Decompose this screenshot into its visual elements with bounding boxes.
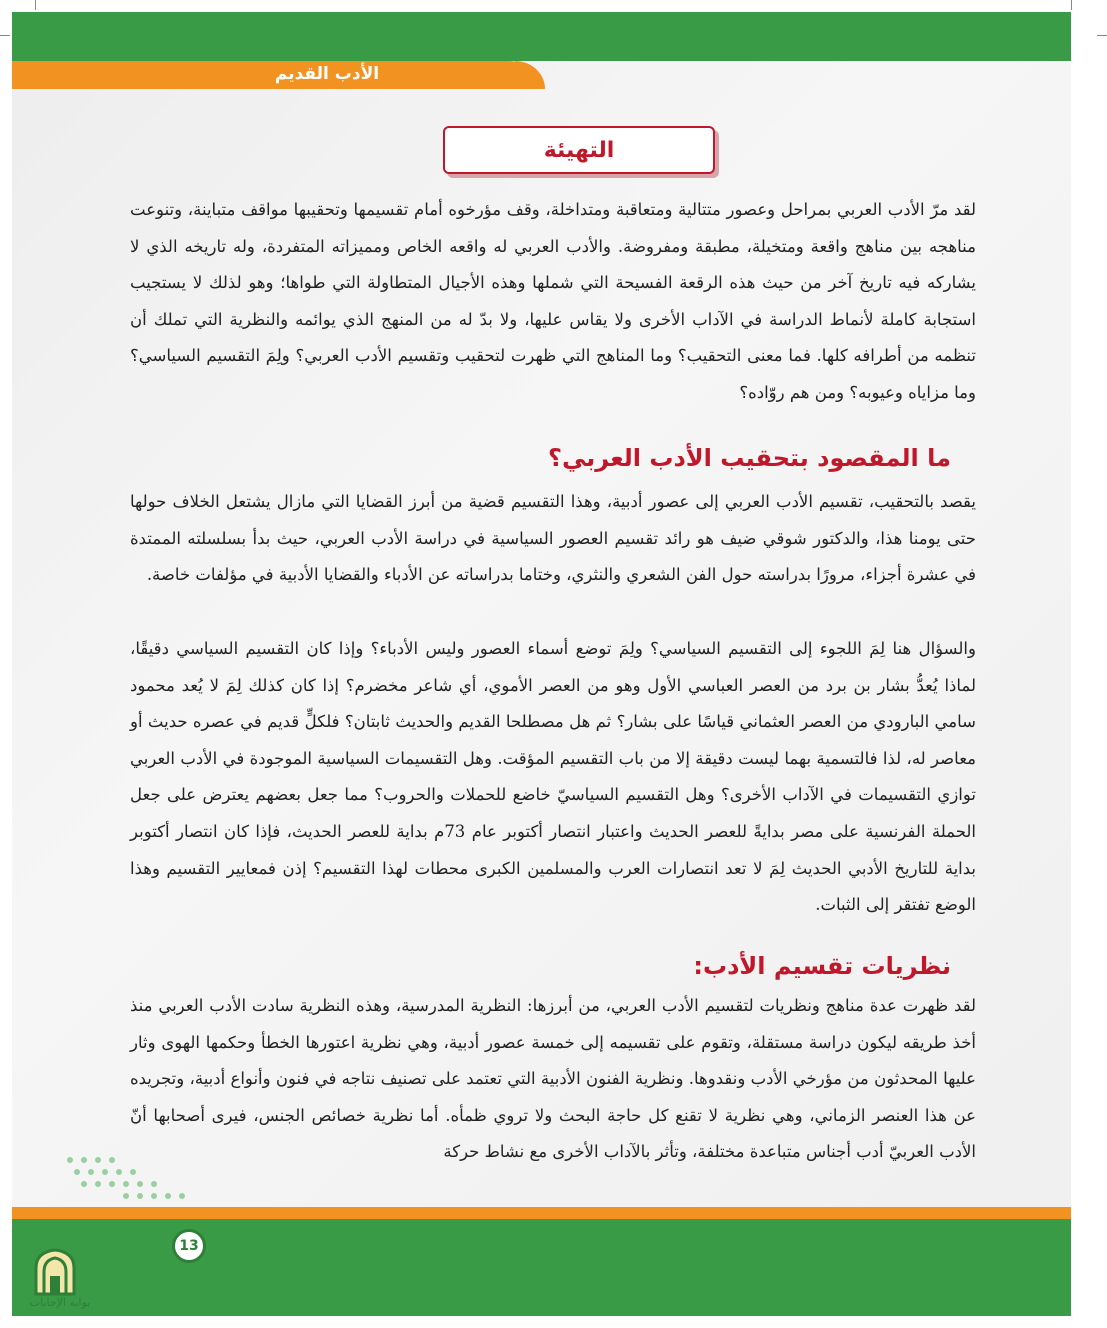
crop-mark bbox=[0, 35, 10, 36]
crop-mark bbox=[35, 0, 36, 10]
logo-caption: بوابة الإجابات bbox=[29, 1296, 91, 1309]
gateway-logo-icon bbox=[32, 1248, 78, 1296]
section1-paragraph-1: يقصد بالتحقيب، تقسيم الأدب العربي إلى عصور أدبية، وهذا التقسيم قضية من أبرز القضايا التي مازال يشتعل الخلاف حولها حتى يومنا هذا، والدكتور شوقي ضيف هو رائد تقسيم العصور السياسية في دراسة الأدب العربي، حيث بدأ بسلسلته الممتدة في عشرة أجزاء، مرورًا بدراسته حول الفن الشعري والنثري، وختاما بدراساته عن الأدباء والقضايا الأدبية في مؤلفات خاصة. bbox=[130, 492, 976, 585]
section2-heading: نظريات تقسيم الأدب: bbox=[693, 952, 951, 980]
section2-paragraph-1: لقد ظهرت عدة مناهج ونظريات لتقسيم الأدب العربي، من أبرزها: النظرية المدرسية، وهذه النظرية سادت الأدب العربي منذ أخذ طريقه ليكون دراسة مستقلة، وتقوم على تقسيمه إلى خمسة عصور أدبية، وهي نظرية اعتورها الخطأ وحكمها الهوى وثار عليها المحدثون من مؤرخي الأدب ونقدوها. ونظرية الفنون الأدبية التي تعتمد على تصنيف نتاجه في فنون وأنواع أدبية، وتجريده عن هذا العنصر الزماني، وهي نظرية لا تقنع كل حاجة البحث ولا تروي ظمأه. أما نظرية خصائص الجنس، فيرى أصحابها أنّ الأدب العربيّ أدب أجناس متباعدة مختلفة، وتأثر بالآداب الأخرى مع نشاط حركة bbox=[130, 996, 976, 1162]
crop-mark bbox=[1071, 0, 1072, 10]
textbook-page bbox=[12, 12, 1071, 1316]
section-title: الأدب القديم bbox=[274, 64, 380, 84]
crop-mark bbox=[1097, 35, 1107, 36]
bottom-green-band bbox=[12, 1219, 1071, 1316]
bottom-orange-strip bbox=[12, 1207, 1071, 1219]
top-green-band bbox=[12, 12, 1071, 61]
intro-title-box bbox=[443, 126, 715, 174]
section1-paragraph-2: والسؤال هنا لِمَ اللجوء إلى التقسيم السياسي؟ ولِمَ توضع أسماء العصور وليس الأدباء؟ وإذا كان التقسيم السياسي دقيقًا، لماذا يُعدُّ بشار بن برد من العصر العباسي الأول وهو من العصر الأموي، أي شاعر مخضرم؟ إذا كان كذلك لِمَ لا يُعد محمود سامي البارودي من العصر العثماني قياسًا على بشار؟ ثم هل مصطلحا القديم والحديث ثابتان؟ فلكلٍّ قديم في عصره حديث أو معاصر له، لذا فالتسمية بهما ليست دقيقة إلا من باب التقسيم المؤقت. وهل التقسيمات السياسية الموجودة في الأدب العربي توازي التقسيمات في الآداب الأخرى؟ وهل التقسيم السياسيّ خاضع للحملات والحروب؟ مما جعل بعضهم يعترض على جعل الحملة الفرنسية على مصر بدايةً للعصر الحديث واعتبار انتصار أكتوبر عام 73م بداية للعصر الحديث، فإذا كان انتصار أكتوبر بداية للتاريخ الأدبي الحديث لِمَ لا تعد انتصارات العرب والمسلمين الكبرى محطات لهذا التقسيم؟ إذن فمعايير التقسيم وهذا الوضع تفتقر إلى الثبات. bbox=[130, 639, 976, 915]
dot-pattern-icon bbox=[62, 1152, 202, 1202]
section1-heading: ما المقصود بتحقيب الأدب العربي؟ bbox=[548, 444, 951, 472]
intro-title: التهيئة bbox=[543, 137, 615, 163]
intro-paragraph: لقد مرّ الأدب العربي بمراحل وعصور متتالية ومتعاقبة ومتداخلة، وقف مؤرخوه أمام تقسيمها وتحقيبها مواقف متباينة، وتنوعت مناهجه بين مناهج واقعة ومتخيلة، مطبقة ومفروضة. والأدب العربي له واقعه الخاص ومميزاته المتفردة، وله تاريخه الذي لا يشاركه فيه تاريخ آخر من حيث هذه الرقعة الفسيحة التي شملها وهذه الأجيال المتطاولة التي طواها؛ وهو لذلك لا يستجيب استجابة كاملة لأنماط الدراسة في الآداب الأخرى ولا يقاس عليها، ولا بدّ له من المنهج الذي يوائمه والنظرية التي تملك أن تنظمه من أطرافه كلها. فما معنى التحقيب؟ وما المناهج التي ظهرت لتحقيب وتقسيم الأدب العربي؟ ولِمَ التقسيم السياسي؟ وما مزاياه وعيوبه؟ ومن هم روّاده؟ bbox=[130, 200, 976, 402]
page-number: 13 bbox=[172, 1229, 206, 1263]
